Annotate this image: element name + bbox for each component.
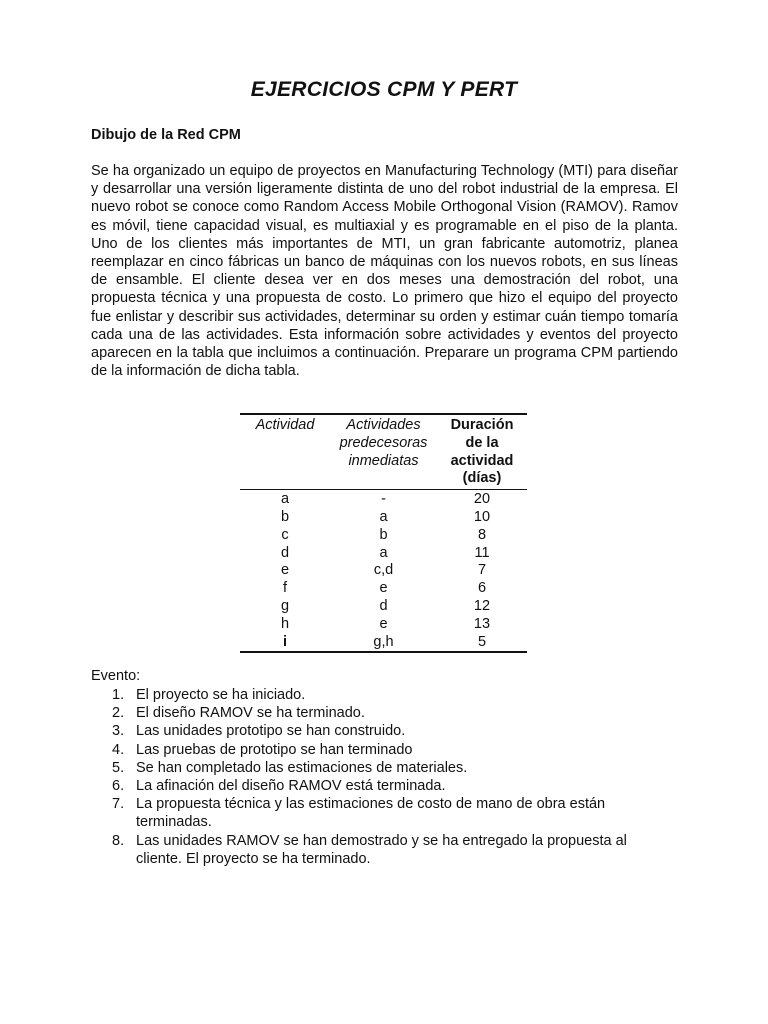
table-row [240,545,527,563]
table-row [240,580,527,598]
item-number: 6. [112,778,125,795]
cell-predecessors: e [379,615,388,632]
list-item [91,686,671,704]
events-list [91,686,671,868]
page-title: EJERCICIOS CPM Y PERT [250,78,518,101]
header-predecessors [330,414,437,490]
table-row [240,598,527,616]
cell-predecessors: d [379,597,388,614]
cell-predecessors: e [379,580,388,597]
cell-activity: h [280,615,290,632]
header-line: Actividades [346,417,421,433]
cell-predecessors: - [381,491,386,508]
cell-activity: g [280,597,290,614]
item-number: 2. [112,705,125,722]
cell-duration: 5 [437,634,527,653]
header-line: (días) [462,470,502,487]
cell-duration: 10 [473,508,491,525]
item-number: 5. [112,759,125,776]
item-number: 1. [112,687,125,703]
list-item [91,777,671,795]
cell-duration: 13 [473,615,491,632]
cell-duration: 12 [473,597,491,614]
header-line: actividad [450,452,514,469]
cell-activity: b [280,508,290,525]
cell-predecessors: c,d [373,562,394,579]
cell-activity: c [281,526,289,543]
item-text: Las pruebas de prototipo se han terminado [136,741,413,758]
item-number: 7. [112,796,125,813]
table-row [240,527,527,545]
header-line: Actividad [255,417,315,433]
header-line: Duración [450,417,514,433]
list-item [91,741,671,759]
cell-duration: 6 [477,580,487,597]
item-text: El diseño RAMOV se ha terminado. [136,705,365,722]
table-row [240,509,527,527]
cell-predecessors: a [379,544,388,561]
item-text: La afinación del diseño RAMOV está terminada. [136,778,446,795]
header-line: de la [465,434,499,451]
item-text: Las unidades RAMOV se han demostrado y se ha entregado la propuesta al cliente. El proyecto se ha terminado. [136,832,627,867]
intro-paragraph: Se ha organizado un equipo de proyectos en Manufacturing Technology (MTI) para diseñar y desarrollar una versión ligeramente distinta de uno del robot industrial de la empresa. El nuevo robot se conoce como Random Access Mobile Orthogonal Vision (RAMOV). Ramov es móvil, tiene capacidad visual, es multiaxial y es programable en el piso de la planta. Uno de los clientes más importantes de MTI, un gran fabricante automotriz, planea reemplazar en cinco fábricas un banco de máquinas con los nuevos robots, en sus líneas de ensamble. El cliente desea ver en dos meses una demostración del robot, una propuesta técnica y una propuesta de costo. Lo primero que hizo el equipo del proyecto fue enlistar y describir sus actividades, determinar su orden y estimar cuán tiempo tomaría cada una de las actividades. Esta información sobre actividades y eventos del proyecto aparecen en la tabla que incluimos a continuación. Preparare un programa CPM partiendo de la información de dicha tabla. [91,163,678,380]
cell-predecessors: a [379,508,388,525]
cell-activity: e [280,562,290,579]
activity-table [240,413,527,653]
cell-activity: f [282,580,288,597]
cell-activity: d [280,544,290,561]
item-text: Se han completado las estimaciones de materiales. [136,759,468,776]
list-item [91,832,671,868]
cell-duration: 8 [477,526,487,543]
list-item [91,722,671,740]
cell-duration: 7 [477,562,487,579]
item-text: Las unidades prototipo se han construido. [136,723,406,740]
item-number: 4. [112,741,125,758]
table-row [240,634,527,653]
header-line: predecesoras [339,434,428,451]
table-row [240,490,527,509]
header-duration [437,414,527,490]
item-text: El proyecto se ha iniciado. [136,687,306,703]
header-activity [240,414,330,490]
cell-activity: i [240,634,330,653]
list-item [91,704,671,722]
table-row [240,562,527,580]
item-number: 3. [112,723,125,740]
cell-duration: 20 [473,491,491,508]
table-header-row [240,414,527,490]
item-text: La propuesta técnica y las estimaciones de costo de mano de obra están terminadas. [136,796,606,831]
cell-predecessors: g,h [330,634,437,653]
cell-predecessors: b [379,526,388,543]
cell-activity: a [280,491,290,508]
list-item [91,795,671,831]
events-label: Evento: [91,668,141,684]
item-number: 8. [112,832,125,849]
cell-duration: 11 [474,544,490,561]
header-line: inmediatas [348,452,419,469]
table-row [240,616,527,634]
section-heading: Dibujo de la Red CPM [91,127,241,143]
list-item [91,759,671,777]
